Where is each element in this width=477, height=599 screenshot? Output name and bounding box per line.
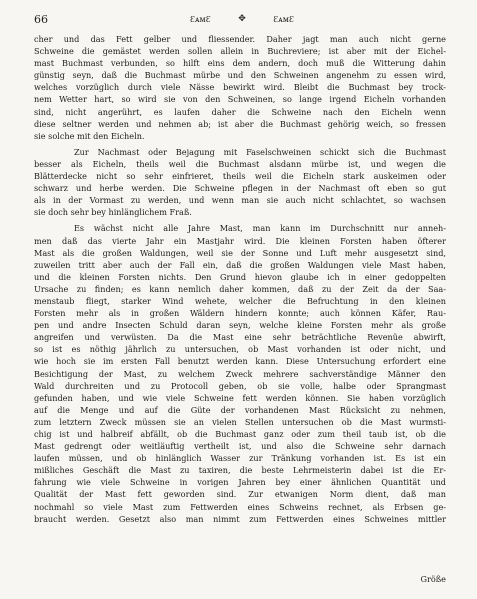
text-line: mast Buchmast verbunden, so hilft eins dem andern, doch muß die Witterung dahin bbox=[34, 58, 446, 69]
text-line: men daß das vierte Jahr ein Mastjahr wird. Die kleinen Forsten haben öfterer bbox=[34, 235, 446, 246]
text-line: diese seltner werden und nehmen ab; ist aber die Buchmast gehörig weich, so fressen bbox=[34, 118, 446, 129]
ornament-right: ƐᴀᴍƐ bbox=[273, 14, 294, 24]
text-line: Es wächst nicht alle Jahre Mast, man kann im Durchschnitt nur anneh- bbox=[74, 223, 446, 234]
text-line: angreifen und verwüsten. Da die Mast eine sehr beträchtliche Revenüe abwirft, bbox=[34, 332, 446, 343]
text-line: Qualität der Mast fett geworden sind. Zur etwanigen Norm dient, daß man bbox=[34, 489, 446, 500]
text-line: auf die Menge und auf die Güte der vorhandenen Mast Rücksicht zu nehmen, bbox=[34, 404, 446, 415]
text-line: wie hoch sie im ersten Fall benutzt werden kann. Diese Untersuchung erfordert eine bbox=[34, 356, 446, 367]
text-line: gefunden haben, und wie viele Schweine fett werden können. Sie haben vorzüglich bbox=[34, 392, 446, 403]
text-line: menstaub fliegt, starker Wind wehete, welcher die Befruchtung in den kleinen bbox=[34, 295, 446, 306]
page-header bbox=[0, 10, 477, 26]
text-line: so ist es nöthig jährlich zu untersuchen, ob Mast vorhanden ist oder nicht, und bbox=[34, 344, 446, 355]
text-line: Wald durchreiten und zu Protocoll geben, ob sie volle, halbe oder Sprangmast bbox=[34, 380, 446, 391]
text-line: pen und andre Insecten Schuld daran seyn, welche kleine Forsten mehr als große bbox=[34, 320, 446, 331]
text-line: sie doch sehr bey hinlänglichem Fraß. bbox=[34, 207, 192, 218]
text-line: Mast als die großen Waldungen, weil sie der Sonne und Luft mehr ausgesetzt sind, bbox=[34, 247, 446, 258]
text-line: braucht werden. Gesetzt also man nimmt zum Fettwerden eines Schweines mittler bbox=[34, 513, 446, 524]
text-line: nochmahl so viele Mast zum Fettwerden eines Schweins rechnet, als Erbsen ge- bbox=[34, 501, 446, 512]
text-line: besser als Eicheln, theils weil die Buchmast alsdann mürbe ist, und wegen die bbox=[34, 158, 446, 169]
text-line: sie solche mit den Eicheln. bbox=[34, 130, 145, 141]
text-line: Blätterdecke nicht so sehr einfrieret, theils weil die Eicheln stark auskeimen oder bbox=[34, 171, 446, 182]
text-line: günstig seyn, daß die Buchmast mürbe und den Schweinen angenehm zu essen wird, bbox=[34, 70, 446, 81]
ornament-left: ƐᴀᴍƐ bbox=[190, 14, 211, 24]
text-line: schwarz und herbe werden. Die Schweine pflegen in der Nachmast oft eben so gut bbox=[34, 183, 446, 194]
catchword: Größe bbox=[420, 574, 446, 584]
text-line: cher und das Fett gelber und fliessender. Daher jagt man auch nicht gerne bbox=[34, 34, 446, 44]
text-line: Zur Nachmast oder Bejagung mit Faselschweinen schickt sich die Buchmast bbox=[74, 146, 446, 157]
header-ornament bbox=[190, 14, 294, 24]
ornament-center-icon: ✥ bbox=[238, 14, 246, 24]
text-line: sind, nicht angerührt, es laufen daher die Schweine nach den Eicheln wenn bbox=[34, 106, 446, 117]
text-line: und die kleinen Forsten nichts. Den Grund hievon glaube ich in einer gedoppelten bbox=[34, 271, 446, 282]
text-line: Ursache zu finden; es kann nemlich daher kommen, daß zu der Zeit da der Saa- bbox=[34, 283, 446, 294]
text-line: Mast gedrengt oder weitläuftig vertheilt ist, und also die Schweine sehr darnach bbox=[34, 441, 446, 452]
text-line: zuweilen tritt aber auch der Fall ein, daß die großen Waldungen viele Mast haben, bbox=[34, 259, 446, 270]
text-line: fahrung wie viele Schweine in vorigen Jahren bey einer ähnlichen Quantität und bbox=[34, 477, 446, 488]
page-number: 66 bbox=[34, 13, 48, 26]
text-line: Forsten mehr als in großen Wäldern hindern konnte; auch können Käfer, Rau- bbox=[34, 308, 446, 319]
text-line: als in der Vormast zu werden, und wenn man sie auch nicht schlachtet, so wachsen bbox=[34, 195, 446, 206]
text-line: zum letztern Zweck müssen sie an vielen Stellen untersuchen ob die Mast wurmsti- bbox=[34, 416, 446, 427]
body-text bbox=[34, 33, 446, 525]
text-line: Schweine die gemästet werden sollen allein in Buchreviere; ist aber mit der Eichel- bbox=[34, 46, 446, 57]
text-line: Besichtigung der Mast, zu welchem Zweck mehrere sachverständige Männer den bbox=[34, 368, 446, 379]
text-line: nem Wetter hart, so wird sie von den Schweinen, so lange irgend Eicheln vorhanden bbox=[34, 94, 446, 105]
text-line: welches vorzüglich durch viele Nässe bewirkt wird. Bleibt die Buchmast bey trock- bbox=[34, 82, 446, 93]
text-line: chig ist und halbreif abfällt, ob die Buchmast ganz oder zum theil taub ist, ob die bbox=[34, 429, 446, 439]
text-line: laufen müssen, und ob hinlänglich Wasser zur Tränkung vorhanden ist. Es ist ein bbox=[34, 453, 446, 464]
text-line: mißliches Geschäft die Mast zu taxiren, die beste Lehrmeisterin dabei ist die Er- bbox=[34, 465, 446, 476]
